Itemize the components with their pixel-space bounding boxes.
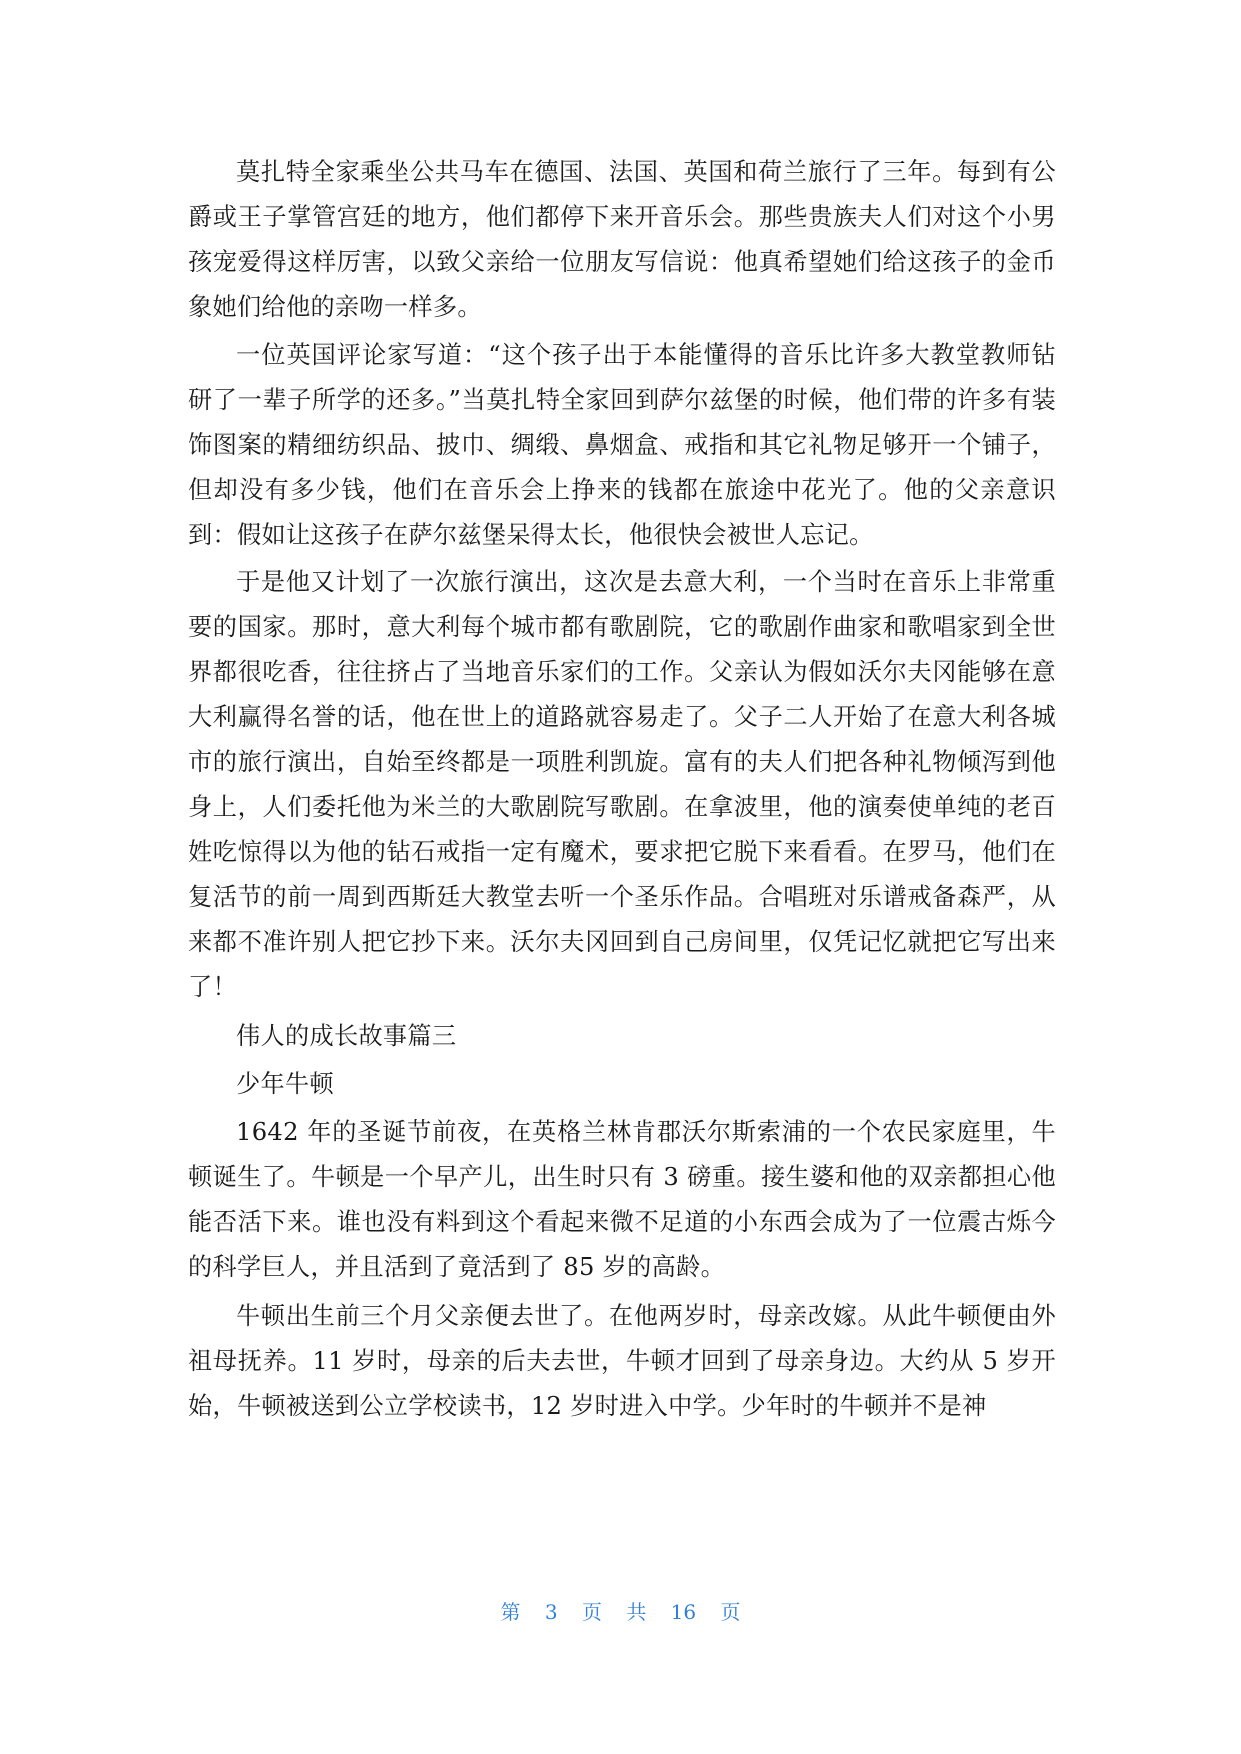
paragraph-italy-tour: 于是他又计划了一次旅行演出，这次是去意大利，一个当时在音乐上非常重要的国家。那时，意大利每个城市都有歌剧院，它的歌剧作曲家和歌唱家到全世界都很吃香，往往挤占了当地音乐家们的工作。父亲认为假如沃尔夫冈能够在意大利赢得名誉的话，他在世上的道路就容易走了。父子二人开始了在意大利各城市的旅行演出，自始至终都是一项胜利凯旋。富有的夫人们把各种礼物倾泻到他身上，人们委托他为米兰的大歌剧院写歌剧。在拿波里，他的演奏使单纯的老百姓吃惊得以为他的钻石戒指一定有魔术，要求把它脱下来看看。在罗马，他们在复活节的前一周到西斯廷大教堂去听一个圣乐作品。合唱班对乐谱戒备森严，从来都不准许别人把它抄下来。沃尔夫冈回到自己房间里，仅凭记忆就把它写出来了！	[188, 568, 1056, 1001]
paragraph-mozart-travel: 莫扎特全家乘坐公共马车在德国、法国、英国和荷兰旅行了三年。每到有公爵或王子掌管宫廷的地方，他们都停下来开音乐会。那些贵族夫人们对这个小男孩宠爱得这样厉害，以致父亲给一位朋友写信说：他真希望她们给这孩子的金币象她们给他的亲吻一样多。	[188, 158, 1056, 321]
page-body	[188, 150, 1056, 1429]
paragraph-newton-childhood: 牛顿出生前三个月父亲便去世了。在他两岁时，母亲改嫁。从此牛顿便由外祖母抚养。11 岁时，母亲的后夫去世，牛顿才回到了母亲身边。大约从 5 岁开始，牛顿被送到公立学校读书，12 岁时进入中学。少年时的牛顿并不是神	[188, 1302, 1056, 1420]
footer-word-di: 第	[500, 1600, 521, 1624]
footer-total-pages: 16	[670, 1600, 697, 1624]
section-heading: 伟人的成长故事篇三	[236, 1022, 457, 1050]
footer-word-ye2: 页	[720, 1600, 741, 1624]
section-subtitle: 少年牛顿	[236, 1070, 334, 1098]
paragraph-critic-quote: 一位英国评论家写道：“这个孩子出于本能懂得的音乐比许多大教堂教师钻研了一辈子所学的还多。”当莫扎特全家回到萨尔兹堡的时候，他们带的许多有装饰图案的精细纺织品、披巾、绸缎、鼻烟盒、戒指和其它礼物足够开一个铺子，但却没有多少钱，他们在音乐会上挣来的钱都在旅途中花光了。他的父亲意识到：假如让这孩子在萨尔兹堡呆得太长，他很快会被世人忘记。	[188, 341, 1056, 549]
page-footer	[0, 1596, 1241, 1625]
footer-word-ye: 页	[581, 1600, 602, 1624]
footer-current-page: 3	[544, 1600, 558, 1624]
footer-word-gong: 共	[626, 1600, 647, 1624]
paragraph-newton-birth: 1642 年的圣诞节前夜，在英格兰林肯郡沃尔斯索浦的一个农民家庭里，牛顿诞生了。牛顿是一个早产儿，出生时只有 3 磅重。接生婆和他的双亲都担心他能否活下来。谁也没有料到这个看起来微不足道的小东西会成为了一位震古烁今的科学巨人，并且活到了竟活到了 85 岁的高龄。	[188, 1118, 1056, 1281]
